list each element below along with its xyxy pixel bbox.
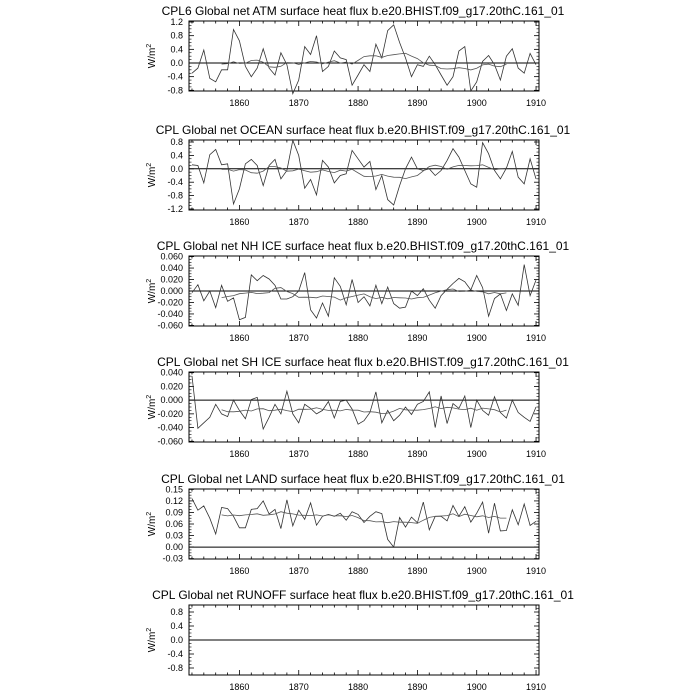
y-tick-label: -0.060 [157,436,183,447]
y-axis-label-unit: W/m [147,166,158,188]
panel-title: CPL6 Global net ATM surface heat flux b.e20.BHIST.f09_g17.20thC.161_01 [161,4,565,18]
running-mean-line [222,512,507,524]
y-axis-label [146,279,158,304]
y-tick-label: 0.0 [170,58,183,68]
y-tick-label: 0.040 [160,367,183,378]
y-tick-label: -0.060 [157,320,183,331]
x-tick-label: 1910 [526,682,547,692]
x-tick-label: 1870 [288,682,309,692]
y-tick-label: -0.040 [157,308,183,319]
y-tick-label: 0.060 [160,251,183,262]
x-tick-label: 1900 [466,98,487,108]
panel-title: CPL Global net OCEAN surface heat flux b.e20.BHIST.f09_g17.20thC.161_01 [155,123,571,137]
y-axis-label-unit: W/m [147,631,158,653]
running-mean-line [222,53,507,70]
y-axis-label-exponent: 2 [146,394,153,399]
x-tick-label: 1870 [288,566,309,576]
x-tick-label: 1880 [348,217,369,227]
x-tick-label: 1900 [466,566,487,576]
x-tick-label: 1860 [229,98,250,108]
y-tick-label: -0.4 [167,177,183,188]
x-tick-label: 1890 [407,98,428,108]
y-tick-label: 0.020 [160,381,183,392]
y-tick-label: 0.15 [165,484,183,495]
panel-4 [146,355,569,459]
x-tick-label: 1910 [526,217,547,227]
panel-2 [146,123,571,227]
y-tick-label: -0.8 [167,663,183,673]
x-tick-label: 1860 [229,682,250,692]
y-axis-label [146,163,158,188]
y-tick-label: -0.4 [167,649,183,659]
x-tick-label: 1870 [288,449,309,459]
x-tick-label: 1890 [407,217,428,227]
y-tick-label: 0.0 [170,635,183,645]
y-tick-label: 0.12 [165,495,183,506]
y-tick-label: 0.09 [165,507,183,518]
series-line [192,140,536,205]
x-tick-label: 1870 [288,217,309,227]
x-tick-label: 1900 [466,217,487,227]
x-tick-label: 1860 [229,217,250,227]
y-tick-label: 0.4 [170,44,183,55]
y-axis-label-exponent: 2 [146,511,153,516]
x-tick-label: 1890 [407,566,428,576]
series-line [192,376,536,429]
x-tick-label: 1880 [348,566,369,576]
x-tick-label: 1900 [466,449,487,459]
x-tick-label: 1910 [526,449,547,459]
x-tick-label: 1910 [526,566,547,576]
y-tick-label: 1.2 [170,17,183,28]
y-axis-label-exponent: 2 [146,43,153,48]
y-tick-label: 0.020 [160,274,183,285]
panel-title: CPL Global net SH ICE surface heat flux b.e20.BHIST.f09_g17.20thC.161_01 [157,355,569,369]
y-tick-label: -0.4 [167,71,183,82]
plot-frame [189,21,539,91]
panel-6 [146,588,574,692]
y-tick-label: 0.000 [160,395,183,406]
y-tick-label: 0.00 [165,542,183,553]
y-tick-label: 0.8 [170,30,183,41]
y-axis-label [146,628,158,653]
y-axis-label-unit: W/m [147,282,158,304]
x-tick-label: 1910 [526,333,547,343]
y-tick-label: 0.06 [165,519,183,529]
panel-title: CPL Global net NH ICE surface heat flux b.e20.BHIST.f09_g17.20thC.161_01 [156,239,570,253]
y-axis-label [146,44,158,69]
panel-title: CPL Global net RUNOFF surface heat flux b.e20.BHIST.f09_g17.20thC.161_01 [152,588,574,602]
running-mean-line [222,407,507,414]
y-tick-label: 0.4 [170,621,183,631]
x-tick-label: 1900 [466,682,487,692]
y-tick-label: 0.03 [165,530,183,541]
y-axis-label [146,512,158,537]
series-line [192,25,536,94]
y-axis-label-exponent: 2 [146,627,153,632]
y-tick-label: 0.4 [170,150,183,161]
panel-title: CPL Global net LAND surface heat flux b.e20.BHIST.f09_g17.20thC.161_01 [161,472,565,486]
x-tick-label: 1900 [466,333,487,343]
y-tick-label: 0.0 [170,163,183,174]
x-tick-label: 1880 [348,682,369,692]
y-tick-label: 0.000 [160,286,183,296]
y-tick-label: 0.8 [170,607,183,617]
panel-1 [146,4,565,108]
x-tick-label: 1860 [229,449,250,459]
x-tick-label: 1880 [348,333,369,343]
x-tick-label: 1860 [229,333,250,343]
y-tick-label: -0.020 [157,297,183,308]
y-axis-label [146,395,158,420]
series-line [192,499,536,547]
y-tick-label: -0.020 [157,408,183,419]
y-tick-label: -0.8 [167,85,183,96]
x-tick-label: 1890 [407,682,428,692]
x-tick-label: 1910 [526,98,547,108]
y-tick-label: 0.8 [170,137,183,148]
x-tick-label: 1860 [229,566,250,576]
y-axis-label-unit: W/m [147,47,158,69]
plot-frame [189,372,539,442]
y-axis-label-exponent: 2 [146,278,153,283]
x-tick-label: 1890 [407,449,428,459]
y-tick-label: -0.8 [167,190,183,201]
x-tick-label: 1870 [288,98,309,108]
y-axis-label-unit: W/m [147,398,158,420]
x-tick-label: 1880 [348,449,369,459]
panel-5 [146,472,565,576]
y-axis-label-exponent: 2 [146,162,153,167]
running-mean-line [222,288,507,301]
y-tick-label: -1.2 [167,203,183,214]
x-tick-label: 1870 [288,333,309,343]
x-tick-label: 1890 [407,333,428,343]
y-tick-label: 0.040 [160,263,183,274]
panel-3 [146,239,570,343]
y-tick-label: -0.040 [157,422,183,433]
x-tick-label: 1880 [348,98,369,108]
y-tick-label: -0.03 [162,553,183,564]
y-axis-label-unit: W/m [147,515,158,537]
